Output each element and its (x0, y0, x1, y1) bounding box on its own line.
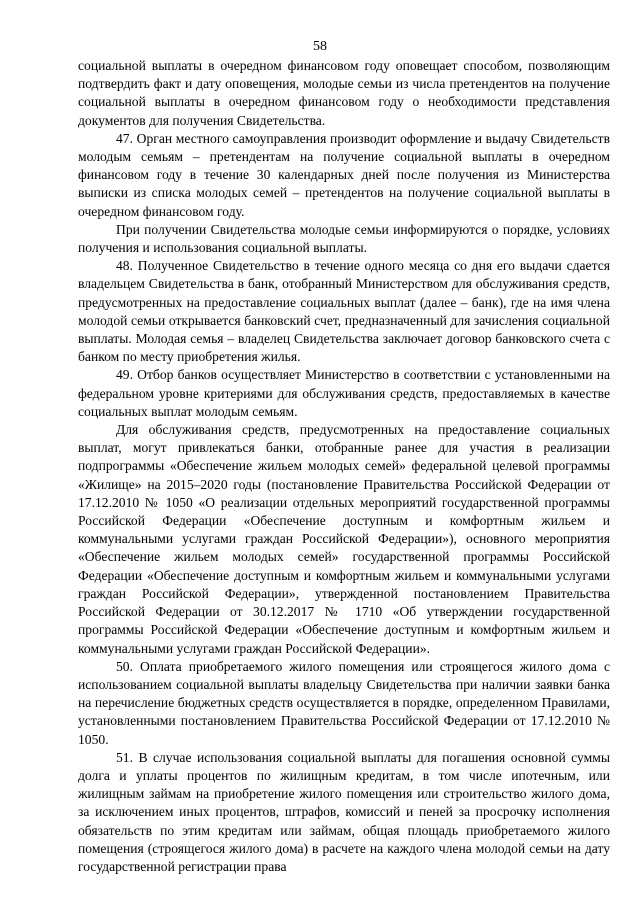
page-number: 58 (313, 39, 327, 54)
document-body (78, 57, 610, 876)
paragraph-47-info: При получении Свидетельства молодые семьи информируются о порядке, условиях получения и использования социальной выплаты. (78, 221, 610, 256)
paragraph-51: 51. В случае использования социальной выплаты для погашения основной суммы долга и уплаты процентов по жилищным кредитам, в том числе ипотечным, или жилищным займам на приобретение жилого помещения или строительство жилого дома, за исключением иных процентов, штрафов, комиссий и пеней за просрочку исполнения обязательств по этим кредитам или займам, общая площадь приобретаемого жилого помещения (строящегося жилого дома) в расчете на каждого члена молодой семьи на дату государственной регистрации права (78, 749, 610, 874)
paragraph-continued: социальной выплаты в очередном финансовом году оповещает способом, позволяющим подтвердить факт и дату оповещения, молодые семьи из числа претендентов на получение социальной выплаты в очередном финансовом году о необходимости представления документов для получения Свидетельства. (78, 58, 610, 128)
paragraph-48: 48. Полученное Свидетельство в течение одного месяца со дня его выдачи сдается владельцем Свидетельства в банк, отобранный Министерством для обслуживания средств, предусмотренных на предоставление социальных выплат (далее – банк), где на имя члена молодой семьи открывается банковский счет, предназначенный для зачисления социальной выплаты. Молодая семья – владелец Свидетельства заключает договор банковского счета с банком по месту приобретения жилья. (78, 258, 610, 365)
paragraph-50: 50. Оплата приобретаемого жилого помещения или строящегося жилого дома с использованием социальной выплаты владельцу Свидетельства при наличии заявки банка на перечисление бюджетных средств осуществляется в порядке, определенном Правилами, установленными постановлением Правительства Российской Федерации от 17.12.2010 № 1050. (78, 658, 610, 747)
paragraph-49-banks: Для обслуживания средств, предусмотренных на предоставление социальных выплат, могут привлекаться банки, отобранные ранее для участия в реализации подпрограммы «Обеспечение жильем молодых семей» федеральной целевой программы «Жилище» на 2015–2020 годы (постановление Правительства Российской Федерации от 17.12.2010 № 1050 «О реализации отдельных мероприятий государственной программы Российской Федерации «Обеспечение доступным и комфортным жильем и коммунальными услугами граждан Российской Федерации»), основного мероприятия «Обеспечение жильем молодых семей» государственной программы Российской Федерации «Обеспечение доступным и комфортным жильем и коммунальными услугами граждан Российской Федерации», утвержденной постановлением Правительства Российской Федерации от 30.12.2017 № 1710 «Об утверждении государственной программы Российской Федерации «Обеспечение доступным и комфортным жильем и коммунальными услугами граждан Российской Федерации». (78, 422, 610, 656)
paragraph-49: 49. Отбор банков осуществляет Министерство в соответствии с установленными на федеральном уровне критериями для обслуживания средств, предоставляемых в качестве социальных выплат молодым семьям. (78, 367, 610, 419)
paragraph-47: 47. Орган местного самоуправления производит оформление и выдачу Свидетельств молодым семьям – претендентам на получение социальной выплаты в очередном финансовом году в течение 30 календарных дней после получения из Министерства выписки из списка молодых семей – претендентов на получение социальной выплаты в очередном финансовом году. (78, 130, 610, 219)
